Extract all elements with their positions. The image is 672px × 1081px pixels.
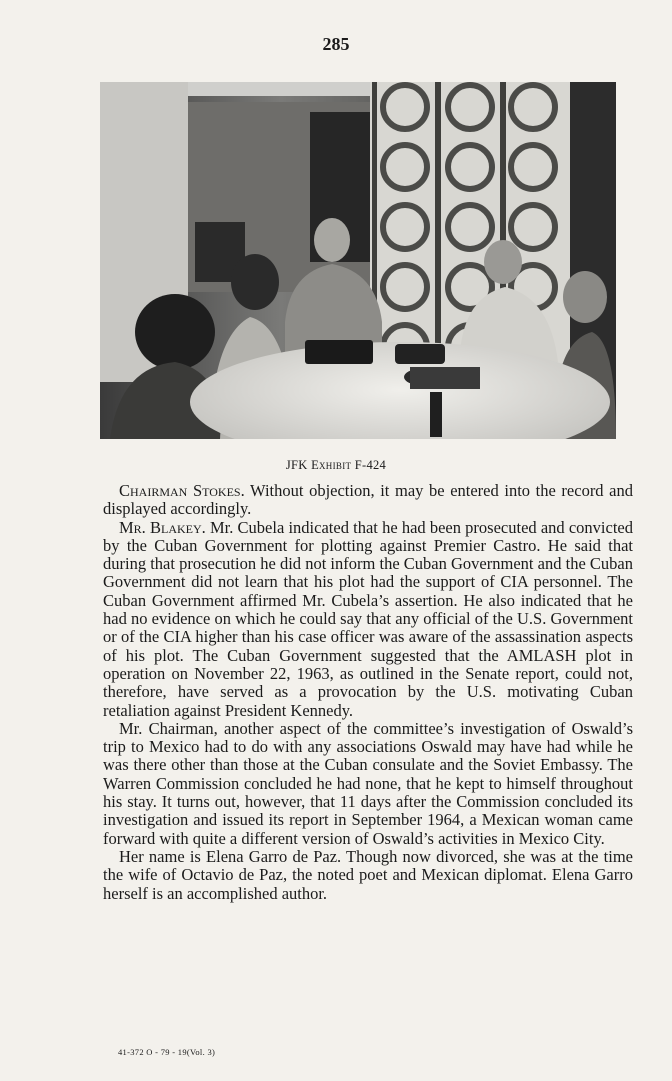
exhibit-photograph [100,82,616,439]
paragraph-text: Without objection, it may be entered into the record and displayed accordingly. [103,481,633,519]
paragraph [103,482,633,519]
caption-label: Exhibit [311,458,352,472]
paragraph [103,720,633,848]
speaker-name: Mr. Blakey. [119,517,206,537]
print-footer: 41-372 O - 79 - 19(Vol. 3) [118,1047,216,1057]
paragraph-text: Mr. Chairman, another aspect of the committee’s investigation of Oswald’s trip to Mexico had to do with any associations Oswald may have had while he was there other than those at the Cuban consulate and the Soviet Embassy. The Warren Commission concluded he had none, that he kept to himself throughout his stay. It turns out, however, that 11 days after the Commission concluded its investigation and issued its report in September 1964, a Mexican woman came forward with quite a different version of Oswald’s activities in Mexico City. [103,718,633,848]
caption-number: F-424 [354,458,387,472]
page-number: 285 [322,34,350,54]
paragraph-text: Her name is Elena Garro de Paz. Though now divorced, she was at the time the wife of Octavio de Paz, the noted poet and Mexican diplomat. Elena Garro herself is an accomplished author. [103,846,633,903]
speaker-name: Chairman Stokes. [119,481,245,500]
paragraph-text: Mr. Cubela indicated that he had been prosecuted and convicted by the Cuban Government for plotting against Premier Castro. He said that during that prosecution he did not inform the Cuban Government and the Cuban Government did not learn that his plot had the support of CIA personnel. The Cuban Government affirmed Mr. Cubela’s assertion. He also indicated that he had no evidence on which he could say that any official of the U.S. Government or of the CIA higher than his case officer was aware of the assassination aspects of his plot. The Cuban Government suggested that the AMLASH plot in operation on November 22, 1963, as outlined in the Senate report, could not, therefore, have served as a provocation by the U.S. motivating Cuban retaliation against President Kennedy. [103,517,633,720]
paragraph [103,848,633,903]
caption-prefix: JFK [285,458,308,472]
body-text [103,482,633,903]
exhibit-caption [0,458,672,473]
paragraph [103,519,633,720]
